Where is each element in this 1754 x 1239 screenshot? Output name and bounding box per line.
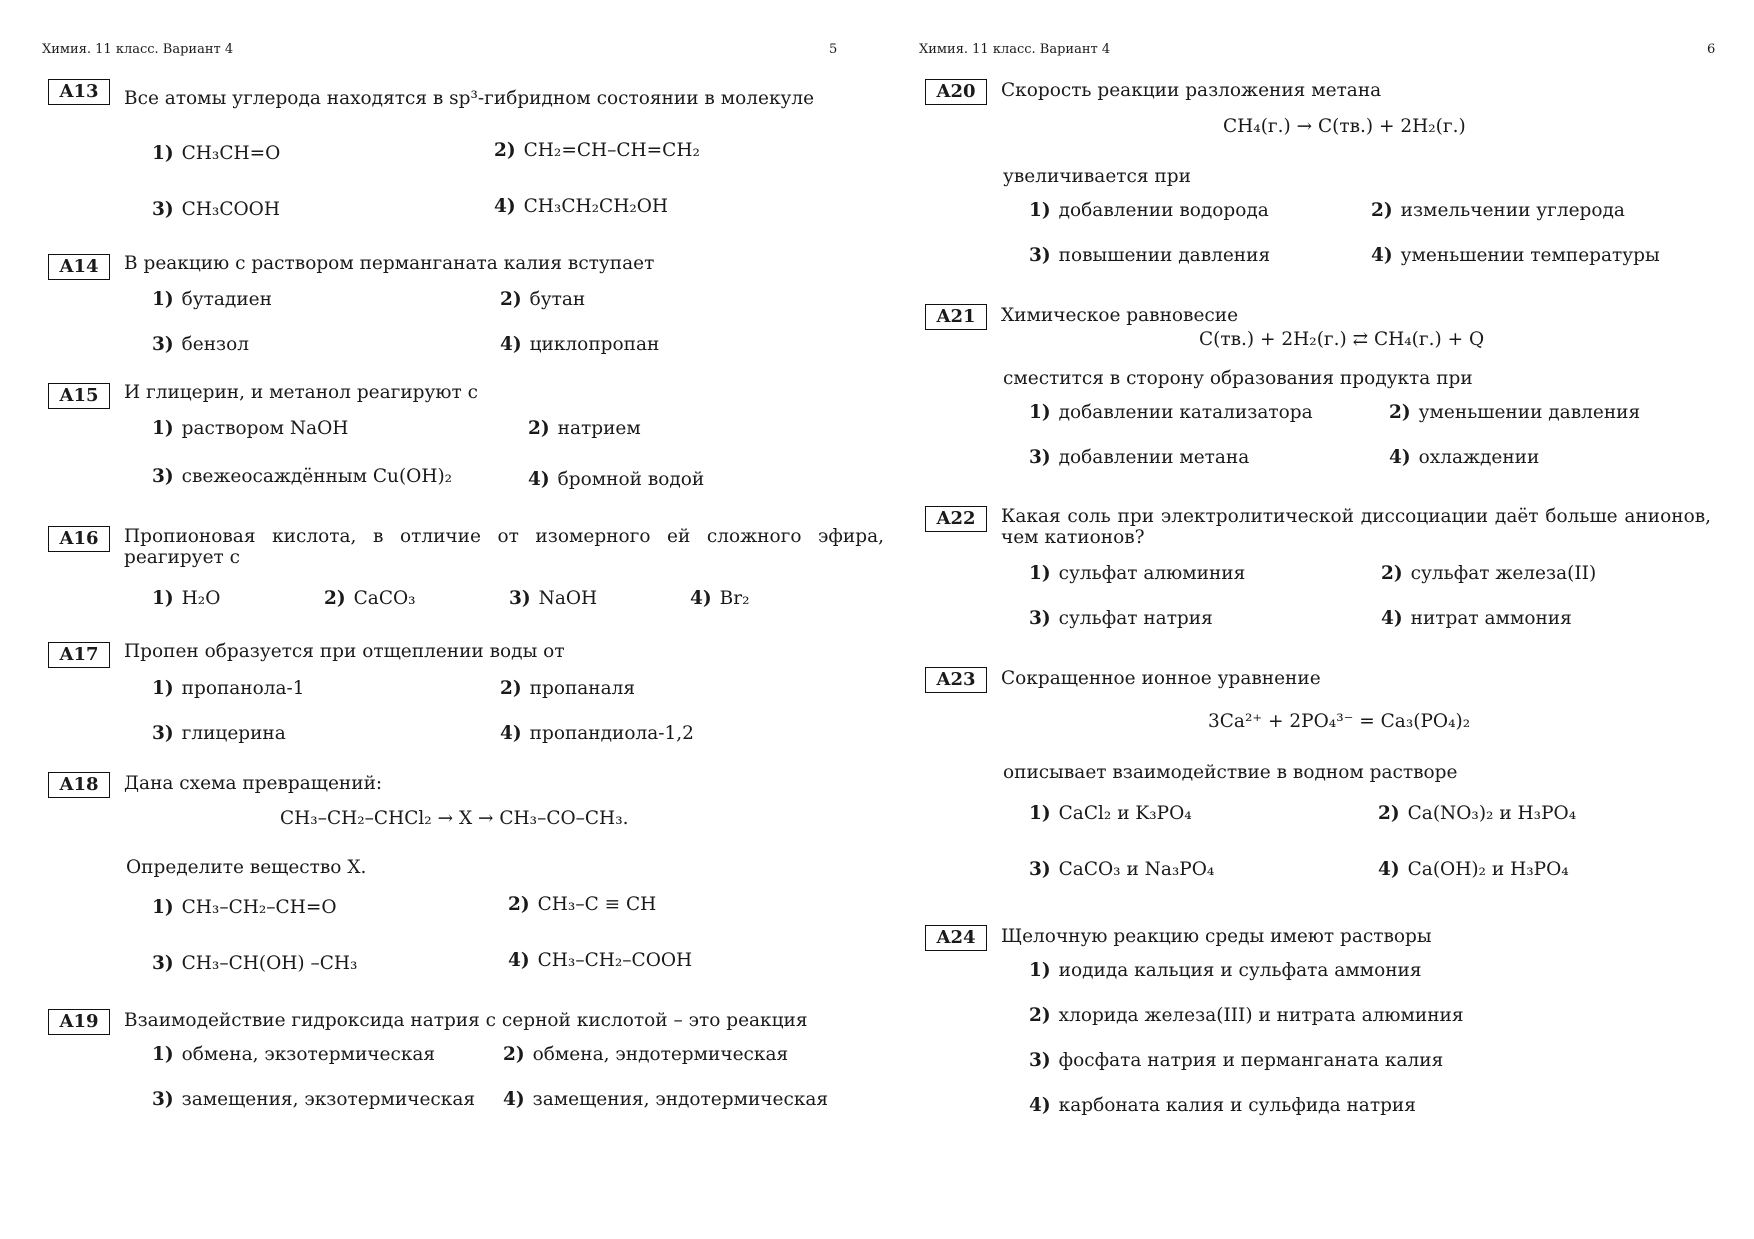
answer-2[interactable]: 2) хлорида железа(III) и нитрата алюминия [1029, 1005, 1464, 1026]
answer-1[interactable]: 1) сульфат алюминия [1029, 563, 1246, 584]
question-text: Сокращенное ионное уравнение [1001, 668, 1321, 689]
answer-2[interactable]: 2) сульфат железа(II) [1381, 563, 1597, 584]
right-page [877, 0, 1754, 1239]
answer-4[interactable]: 4) Br₂ [690, 588, 750, 609]
question-subtext: описывает взаимодействие в водном растворе [1003, 762, 1458, 783]
question-label: A22 [925, 506, 987, 532]
question-subtext: увеличивается при [1003, 166, 1191, 187]
answer-3[interactable]: 3) CH₃–CH(OH) –CH₃ [152, 953, 358, 974]
reaction-equation: CH₄(г.) → C(тв.) + 2H₂(г.) [1223, 116, 1466, 137]
answer-3[interactable]: 3) замещения, экзотермическая [152, 1089, 476, 1110]
answer-3[interactable]: 3) CaCO₃ и Na₃PO₄ [1029, 859, 1215, 880]
question-label: A20 [925, 79, 987, 105]
question-subtext: сместится в сторону образования продукта при [1003, 368, 1473, 389]
answer-2[interactable]: 2) CaCO₃ [324, 588, 416, 609]
question-text: В реакцию с раствором перманганата калия вступает [124, 253, 655, 274]
answer-1[interactable]: 1) бутадиен [152, 289, 272, 310]
answer-4[interactable]: 4) циклопропан [500, 334, 660, 355]
page-number: 5 [829, 42, 838, 57]
answer-3[interactable]: 3) глицерина [152, 723, 286, 744]
answer-2[interactable]: 2) уменьшении давления [1389, 402, 1641, 423]
page-header: Химия. 11 класс. Вариант 4 [919, 42, 1111, 57]
answer-2[interactable]: 2) натрием [528, 418, 641, 439]
answer-2[interactable]: 2) измельчении углерода [1371, 200, 1625, 221]
question-label: A17 [48, 642, 110, 668]
answer-4[interactable]: 4) CH₃CH₂CH₂OH [494, 196, 669, 217]
question-label: A15 [48, 383, 110, 409]
answer-4[interactable]: 4) замещения, эндотермическая [503, 1089, 829, 1110]
question-text: Какая соль при электролитической диссоциации даёт больше анионов, чем катионов? [1001, 506, 1711, 548]
answer-1[interactable]: 1) добавлении катализатора [1029, 402, 1313, 423]
question-text: И глицерин, и метанол реагируют с [124, 382, 478, 403]
answer-3[interactable]: 3) добавлении метана [1029, 447, 1250, 468]
answer-1[interactable]: 1) иодида кальция и сульфата аммония [1029, 960, 1422, 981]
answer-1[interactable]: 1) пропанола-1 [152, 678, 305, 699]
question-label: A24 [925, 925, 987, 951]
question-text: Взаимодействие гидроксида натрия с серной кислотой – это реакция [124, 1010, 808, 1031]
answer-2[interactable]: 2) бутан [500, 289, 586, 310]
answer-1[interactable]: 1) раствором NaOH [152, 418, 349, 439]
answer-4[interactable]: 4) уменьшении температуры [1371, 245, 1660, 266]
answer-4[interactable]: 4) пропандиола-1,2 [500, 723, 694, 744]
answer-3[interactable]: 3) фосфата натрия и перманганата калия [1029, 1050, 1444, 1071]
page-header: Химия. 11 класс. Вариант 4 [42, 42, 234, 57]
question-text: Пропен образуется при отщеплении воды от [124, 641, 565, 662]
question-label: A19 [48, 1009, 110, 1035]
answer-1[interactable]: 1) CaCl₂ и K₃PO₄ [1029, 803, 1192, 824]
answer-4[interactable]: 4) карбоната калия и сульфида натрия [1029, 1095, 1416, 1116]
answer-3[interactable]: 3) повышении давления [1029, 245, 1271, 266]
answer-1[interactable]: 1) CH₃CH=O [152, 143, 281, 164]
answer-2[interactable]: 2) CH₂=CH–CH=CH₂ [494, 140, 700, 161]
answer-2[interactable]: 2) обмена, эндотермическая [503, 1044, 789, 1065]
question-label: A23 [925, 667, 987, 693]
answer-2[interactable]: 2) Ca(NO₃)₂ и H₃PO₄ [1378, 803, 1577, 824]
question-text: Пропионовая кислота, в отличие от изомерного ей сложного эфира, реагирует с [124, 526, 884, 568]
ionic-equation: 3Ca²⁺ + 2PO₄³⁻ = Ca₃(PO₄)₂ [1208, 711, 1471, 732]
answer-4[interactable]: 4) CH₃–CH₂–COOH [508, 950, 693, 971]
answer-1[interactable]: 1) H₂O [152, 588, 221, 609]
question-label: A13 [48, 79, 110, 105]
answer-4[interactable]: 4) охлаждении [1389, 447, 1540, 468]
page-number: 6 [1707, 42, 1716, 57]
answer-1[interactable]: 1) обмена, экзотермическая [152, 1044, 436, 1065]
answer-1[interactable]: 1) добавлении водорода [1029, 200, 1269, 221]
answer-4[interactable]: 4) бромной водой [528, 469, 705, 490]
answer-4[interactable]: 4) нитрат аммония [1381, 608, 1572, 629]
question-subtext: Определите вещество X. [126, 857, 367, 878]
question-label: A16 [48, 526, 110, 552]
answer-4[interactable]: 4) Ca(OH)₂ и H₃PO₄ [1378, 859, 1569, 880]
question-text: Все атомы углерода находятся в sp³-гибридном состоянии в молекуле [124, 88, 815, 109]
question-label: A21 [925, 304, 987, 330]
question-label: A14 [48, 254, 110, 280]
answer-3[interactable]: 3) NaOH [509, 588, 598, 609]
reaction-scheme: CH₃–CH₂–CHCl₂ → X → CH₃–CO–CH₃. [280, 808, 629, 829]
answer-3[interactable]: 3) сульфат натрия [1029, 608, 1213, 629]
answer-3[interactable]: 3) бензол [152, 334, 250, 355]
question-text: Щелочную реакцию среды имеют растворы [1001, 926, 1432, 947]
question-label: A18 [48, 772, 110, 798]
question-text: Скорость реакции разложения метана [1001, 80, 1382, 101]
answer-3[interactable]: 3) CH₃COOH [152, 199, 280, 220]
question-text: Дана схема превращений: [124, 773, 383, 794]
reaction-equation: C(тв.) + 2H₂(г.) ⇄ CH₄(г.) + Q [1199, 329, 1485, 350]
answer-2[interactable]: 2) пропаналя [500, 678, 636, 699]
answer-1[interactable]: 1) CH₃–CH₂–CH=O [152, 897, 337, 918]
answer-3[interactable]: 3) свежеосаждённым Cu(OH)₂ [152, 466, 453, 487]
question-text: Химическое равновесие [1001, 305, 1239, 326]
answer-2[interactable]: 2) CH₃–C ≡ CH [508, 894, 657, 915]
